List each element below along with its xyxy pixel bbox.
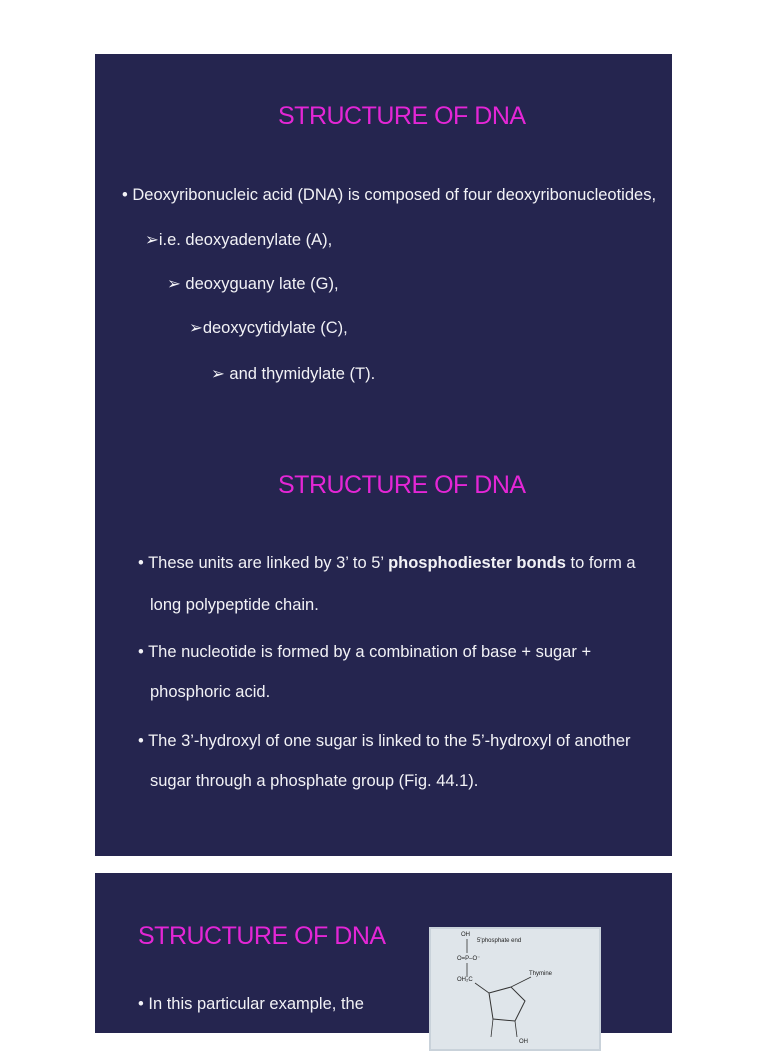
bullet-text: • Deoxyribonucleic acid (DNA) is composed of four deoxyribonucleotides,: [122, 186, 657, 204]
figure-label: 5'phosphate end: [477, 938, 522, 944]
bullet-text: • The nucleotide is formed by a combination of base + sugar +: [138, 643, 592, 661]
sub-bullet: ➢ deoxyguany late (G),: [167, 275, 339, 293]
slide-title: STRUCTURE OF DNA: [278, 471, 526, 499]
nucleotide-structure-diagram: [431, 929, 599, 1049]
bullet-text: • In this particular example, the: [138, 995, 364, 1013]
figure-label: OH: [461, 932, 470, 938]
sub-bullet: ➢ and thymidylate (T).: [211, 365, 376, 383]
text-run: to form a: [565, 554, 636, 572]
figure-label: OH₂C: [457, 977, 473, 983]
nucleotide-figure: [429, 927, 601, 1051]
sub-bullet: ➢deoxycytidylate (C),: [189, 319, 348, 337]
sub-bullet: ➢i.e. deoxyadenylate (A),: [145, 231, 333, 249]
figure-label: O=P–O⁻: [457, 956, 481, 962]
slide-2: [95, 873, 672, 1045]
slide-title: STRUCTURE OF DNA: [138, 922, 386, 950]
text-run: • These units are linked by 3’ to 5’: [138, 554, 389, 572]
bullet-continuation: sugar through a phosphate group (Fig. 44.1).: [150, 772, 479, 790]
bullet-text: [138, 554, 636, 573]
figure-label: Thymine: [529, 971, 553, 977]
bullet-continuation: long polypeptide chain.: [150, 596, 319, 614]
bullet-text: • The 3’-hydroxyl of one sugar is linked to the 5’-hydroxyl of another: [138, 732, 631, 750]
slide-1: [95, 54, 672, 856]
bullet-continuation: phosphoric acid.: [150, 683, 271, 701]
bold-term: phosphodiester bonds: [388, 554, 566, 572]
figure-label: OH: [519, 1039, 528, 1045]
slide-title: STRUCTURE OF DNA: [278, 102, 526, 130]
